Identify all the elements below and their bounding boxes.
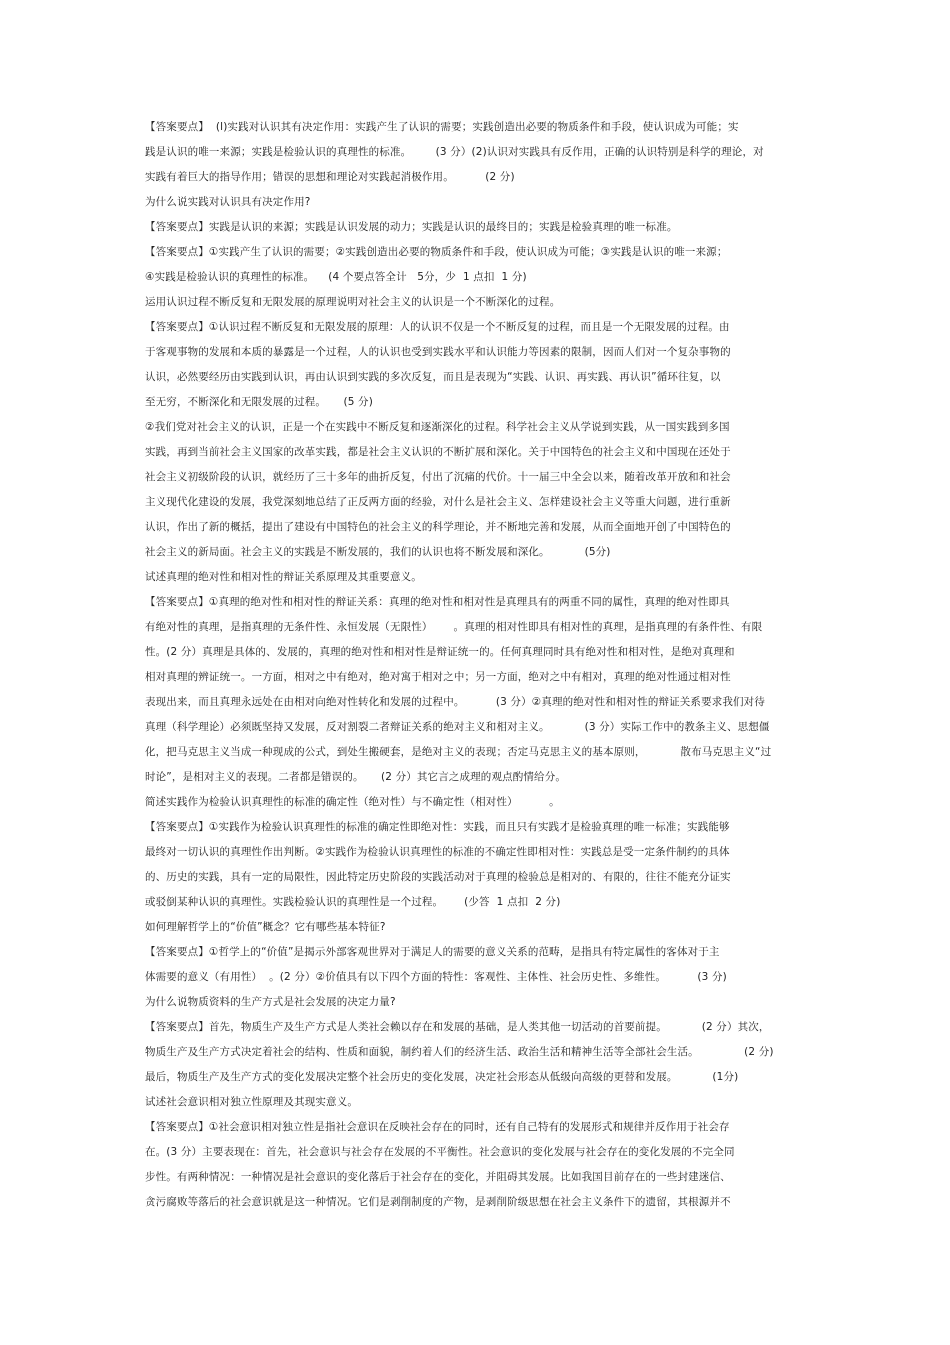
text-line: 物质生产及生产方式决定着社会的结构、性质和面貌，制约着人们的经济生活、政治生活和精神生活等全部社会生活。 (2 分) — [145, 1046, 774, 1058]
text-line: 有绝对性的真理，是指真理的无条件性、永恒发展（无限性） 。真理的相对性即具有相对性的真理，是指真理的有条件性、有限 — [145, 621, 763, 633]
text-line: 【答案要点】①真理的绝对性和相对性的辩证关系：真理的绝对性和相对性是真理具有的两重不同的属性，真理的绝对性即具 — [145, 596, 730, 608]
text-line: 贪污腐败等落后的社会意识就是这一种情况。它们是剥削制度的产物，是剥削阶级思想在社会主义条件下的遗留，其根源并不 — [145, 1196, 731, 1208]
text-line: 社会主义初级阶段的认识，就经历了三十多年的曲折反复，付出了沉痛的代价。十一届三中全会以来，随着改革开放和和社会 — [145, 471, 731, 483]
text-line: 为什么说实践对认识具有决定作用? — [145, 196, 311, 208]
text-line: 主义现代化建设的发展，我党深刻地总结了正反两方面的经验，对什么是社会主义、怎样建设社会主义等重大问题，进行重新 — [145, 496, 731, 508]
text-line: 最终对一切认识的真理性作出判断。②实践作为检验认识真理性的标准的不确定性即相对性：实践总是受一定条件制约的具体 — [145, 846, 730, 858]
text-line: 性。(2 分）真理是具体的、发展的，真理的绝对性和相对性是辩证统一的。任何真理同时具有绝对性和相对性，是绝对真理和 — [145, 646, 735, 658]
text-line: 认识，必然要经历由实践到认识，再由认识到实践的多次反复，而且是表现为“实践、认识、再实践、再认识”循环往复，以 — [145, 371, 721, 383]
text-line: 化，把马克思主义当成一种现成的公式，到处生搬硬套，是绝对主义的表现；否定马克思主义的基本原则， 散布马克思主义“过 — [145, 746, 772, 758]
text-line: 【答案要点】①认识过程不断反复和无限发展的原理：人的认识不仅是一个不断反复的过程，而且是一个无限发展的过程。由 — [145, 321, 730, 333]
text-line: 践是认识的唯一来源；实践是检验认识的真理性的标准。 (3 分）(2)认识对实践具有反作用，正确的认识特别是科学的理论，对 — [145, 146, 764, 158]
text-line: 至无穷，不断深化和无限发展的过程。 (5 分) — [145, 396, 373, 408]
text-line: 试述真理的绝对性和相对性的辩证关系原理及其重要意义。 — [145, 571, 422, 583]
text-line: 【答案要点】①实践作为检验认识真理性的标准的确定性即绝对性：实践，而且只有实践才是检验真理的唯一标准；实践能够 — [145, 821, 730, 833]
text-line: 的、历史的实践，具有一定的局限性，因此特定历史阶段的实践活动对于真理的检验总是相对的、有限的，往往不能充分证实 — [145, 871, 731, 883]
text-line: 运用认识过程不断反复和无限发展的原理说明对社会主义的认识是一个不断深化的过程。 — [145, 296, 561, 308]
text-line: 【答案要点】实践是认识的来源；实践是认识发展的动力；实践是认识的最终目的；实践是检验真理的唯一标准。 — [145, 221, 678, 233]
text-line: ②我们党对社会主义的认识，正是一个在实践中不断反复和逐渐深化的过程。科学社会主义从学说到实践，从一国实践到多国 — [145, 421, 730, 433]
text-line: 体需要的意义（有用性） 。(2 分）②价值具有以下四个方面的特性：客观性、主体性、社会历史性、多维性。 (3 分) — [145, 971, 727, 983]
text-line: 真理（科学理论）必须既坚持又发展，反对割裂二者辩证关系的绝对主义和相对主义。 (3 分）实际工作中的教条主义、思想僵 — [145, 721, 770, 733]
text-line: 简述实践作为检验认识真理性的标准的确定性（绝对性）与不确定性（相对性） 。 — [145, 796, 560, 808]
text-line: 【答案要点】①社会意识相对独立性是指社会意识在反映社会存在的同时，还有自己特有的发展形式和规律并反作用于社会存 — [145, 1121, 730, 1133]
text-line: 社会主义的新局面。社会主义的实践是不断发展的，我们的认识也将不断发展和深化。 (5分) — [145, 546, 611, 558]
text-line: 【答案要点】 (l)实践对认识其有决定作用：实践产生了认识的需要；实践创造出必要的物质条件和手段，使认识成为可能；实 — [145, 121, 739, 133]
text-line: 在。(3 分）主要表现在：首先，社会意识与社会存在发展的不平衡性。社会意识的变化发展与社会存在的变化发展的不完全同 — [145, 1146, 735, 1158]
text-line: 相对真理的辨证统一。一方面，相对之中有绝对，绝对寓于相对之中；另一方面，绝对之中有相对，真理的绝对性通过相对性 — [145, 671, 731, 683]
text-line: 如何理解哲学上的“价值”概念？它有哪些基本特征? — [145, 921, 386, 933]
text-line: 于客观事物的发展和本质的暴露是一个过程，人的认识也受到实践水平和认识能力等因素的限制，因而人们对一个复杂事物的 — [145, 346, 731, 358]
text-line: 步性。有两种情况：一种情况是社会意识的变化落后于社会存在的变化，并阻碍其发展。比如我国目前存在的一些封建迷信、 — [145, 1171, 731, 1183]
text-line: 认识，作出了新的概括，提出了建设有中国特色的社会主义的科学理论，并不断地完善和发展，从而全面地开创了中国特色的 — [145, 521, 731, 533]
text-line: 最后，物质生产及生产方式的变化发展决定整个社会历史的变化发展，决定社会形态从低级向高级的更替和发展。 (1分) — [145, 1071, 739, 1083]
text-line: 实践，再到当前社会主义国家的改革实践，都是社会主义认识的不断扩展和深化。关于中国特色的社会主义和中国现在还处于 — [145, 446, 731, 458]
text-line: 表现出来，而且真理永远处在由相对向绝对性转化和发展的过程中。 (3 分）②真理的绝对性和相对性的辩证关系要求我们对待 — [145, 696, 765, 708]
text-line: 时论”，是相对主义的表现。二者都是错误的。 (2 分）其它言之成理的观点酌情给分。 — [145, 771, 566, 783]
text-line: 为什么说物质资料的生产方式是社会发展的决定力量? — [145, 996, 396, 1008]
text-line: 实践有着巨大的指导作用；错误的思想和理论对实践起消极作用。 (2 分) — [145, 171, 515, 183]
text-line: 【答案要点】①实践产生了认识的需要；②实践创造出必要的物质条件和手段，使认识成为可能；③实践是认识的唯一来源； — [145, 246, 728, 258]
text-line: 试述社会意识相对独立性原理及其现实意义。 — [145, 1096, 358, 1108]
text-line: 【答案要点】首先，物质生产及生产方式是人类社会赖以存在和发展的基础，是人类其他一切活动的首要前提。 (2 分）其次， — [145, 1021, 770, 1033]
text-line: ④实践是检验认识的真理性的标准。 (4 个要点答全计 5分，少 1 点扣 1 分) — [145, 271, 527, 283]
text-line: 或驳倒某种认识的真理性。实践检验认识的真理性是一个过程。 (少答 1 点扣 2 分) — [145, 896, 561, 908]
text-line: 【答案要点】①哲学上的“价值”是揭示外部客观世界对于满足人的需要的意义关系的范畴，是指具有特定属性的客体对于主 — [145, 946, 720, 958]
